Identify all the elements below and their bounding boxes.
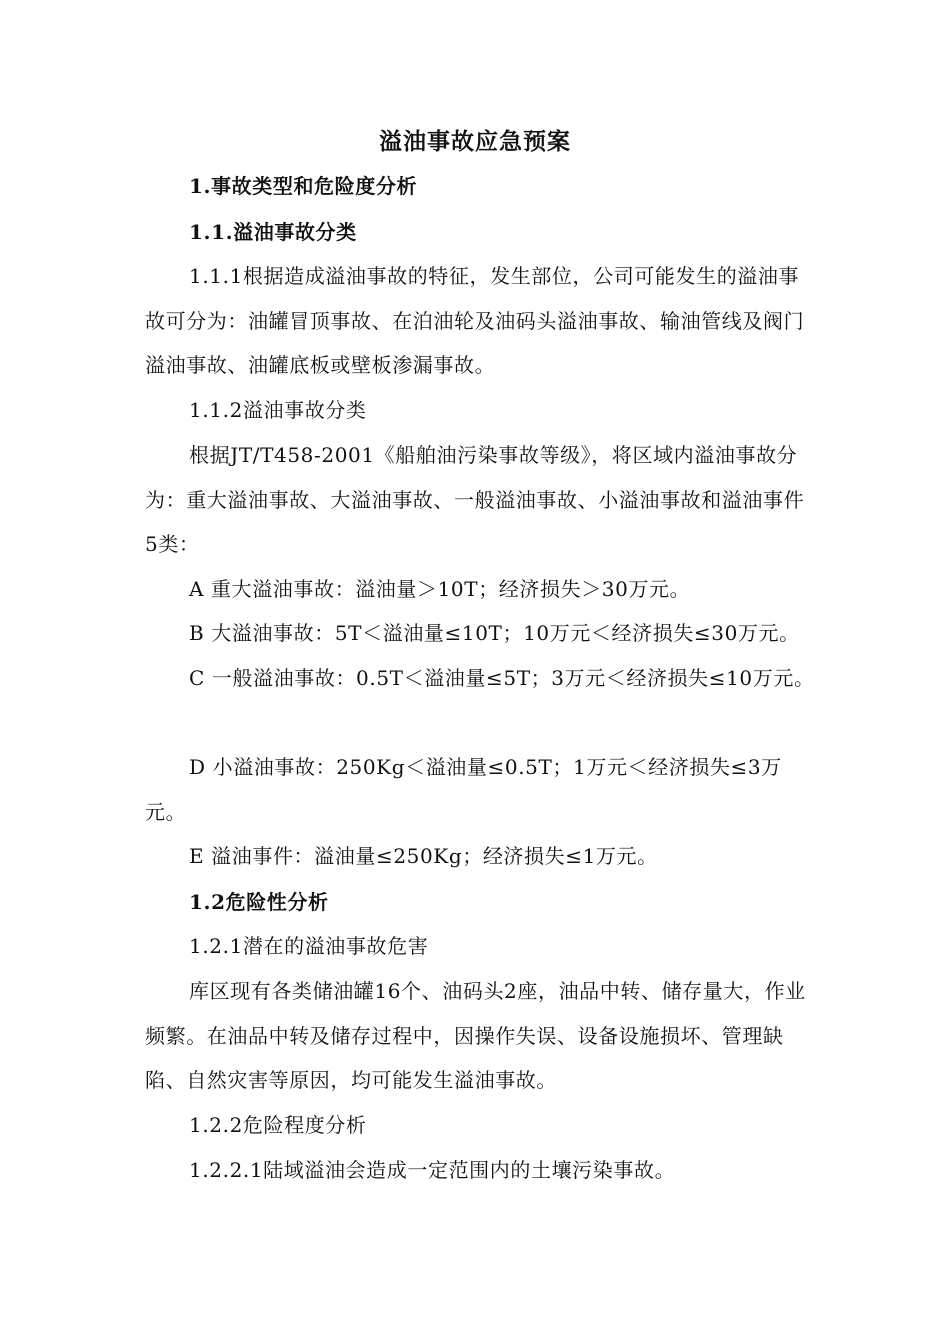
heading-section-1-1: 1.1.溢油事故分类 xyxy=(189,220,357,244)
heading-1-1-2: 1.1.2溢油事故分类 xyxy=(189,398,367,422)
paragraph-1-2-2-1: 1.2.2.1陆域溢油会造成一定范围内的土壤污染事故。 xyxy=(189,1158,676,1182)
list-item-e: E 溢油事件：溢油量≤250Kg；经济损失≤1万元。 xyxy=(189,844,658,868)
list-item-d: D 小溢油事故：250Kg＜溢油量≤0.5T；1万元＜经济损失≤3万元。 xyxy=(145,755,782,824)
paragraph-1-1-1: 1.1.1根据造成溢油事故的特征，发生部位，公司可能发生的溢油事故可分为：油罐冒顶事故、在泊油轮及油码头溢油事故、输油管线及阀门溢油事故、油罐底板或壁板渗漏事故。 xyxy=(145,264,805,377)
list-item-a: A 重大溢油事故：溢油量＞10T；经济损失＞30万元。 xyxy=(189,577,691,601)
heading-1-2-2: 1.2.2危险程度分析 xyxy=(189,1113,367,1137)
list-item-c: C 一般溢油事故：0.5T＜溢油量≤5T；3万元＜经济损失≤10万元。 xyxy=(189,666,815,690)
heading-1-2-1: 1.2.1潜在的溢油事故危害 xyxy=(189,934,429,958)
paragraph-classification-intro: 根据JT/T458-2001《船舶油污染事故等级》，将区域内溢油事故分为：重大溢油事故、大溢油事故、一般溢油事故、小溢油事故和溢油事件5类： xyxy=(145,443,805,556)
paragraph-potential-hazard: 库区现有各类储油罐16个、油码头2座，油品中转、储存量大，作业频繁。在油品中转及储存过程中，因操作失误、设备设施损坏、管理缺陷、自然灾害等原因，均可能发生溢油事故。 xyxy=(145,979,806,1092)
list-item-b: B 大溢油事故：5T＜溢油量≤10T；10万元＜经济损失≤30万元。 xyxy=(189,621,800,645)
heading-section-1: 1.事故类型和危险度分析 xyxy=(189,174,418,198)
document-title: 溢油事故应急预案 xyxy=(379,128,571,155)
heading-section-1-2: 1.2危险性分析 xyxy=(189,890,329,914)
